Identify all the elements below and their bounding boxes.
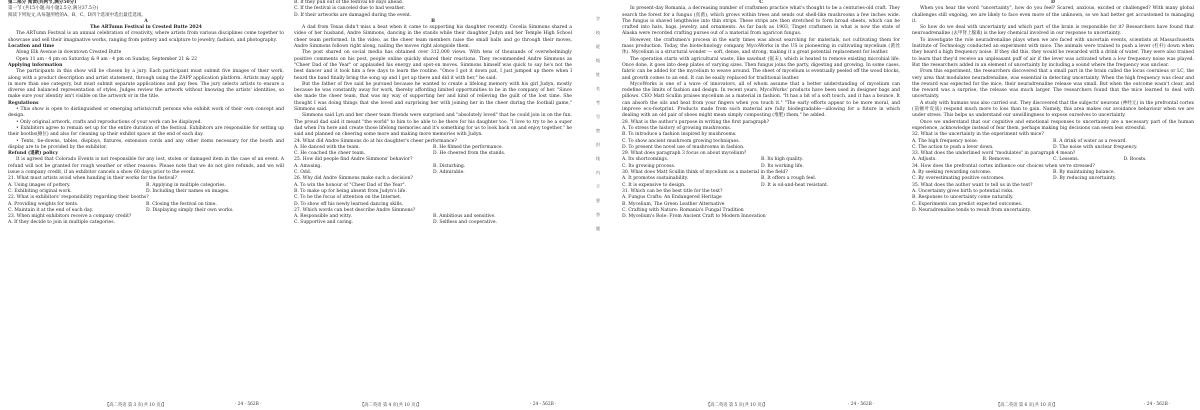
page-footer (105, 402, 166, 408)
paragraph: Simmons said Lyn and her cheer team friends were surprised and "absolutely loved" that he could join in on the fun. The proud dad said it meant "the world" to him to be able to be there for his daughter too. "I love to try to be a super dad when I'm here and create those lifelong memories and it's something for us to look back on and enjoy together," he said and planned on cheering some more and making more memories with Judyn. (294, 113, 572, 138)
option: A. Adjusts. (912, 157, 937, 163)
page-footer-code (530, 402, 556, 407)
paragraph: The participants in this show will be chosen by a jury. Each participant must submit five images of their work, along with a product description and artist statement, through using the ZAPP application platform. Artists may apply in more than one category, but must submit separate applications and pay fees. The jury selects artists to ensure a diverse and balanced representation of styles. Judges review the artwork without knowing the artists' identities, so make sure your identity isn't visible on the artwork or in the title. (8, 69, 284, 100)
left-sheet (0, 0, 578, 410)
question: 28. What is the author's purpose in writing the first paragraph? (622, 119, 770, 125)
paragraph: From this experiment, the researchers discovered that a small part in the brain called the locus coeruleus or LC, the very area that modulates neuradrenaline, was essential in detecting uncertainty. When the high frequency was clear and the reward was expected for the mice, their neuradrenaline release was small. But when the outcome wasn't clear, and the reward was a surprise, the release was much larger. The researchers found that the mice learned to deal with uncertainty. (912, 69, 1194, 100)
option: A. By seeking rewarding outcome. (912, 170, 992, 176)
footer-label: 【高二英语 第 4 页(共 10 页)】 (360, 403, 422, 408)
column-page-3 (8, 0, 284, 400)
option: C. Odd. (294, 170, 312, 176)
option: D. Including their names on images. (146, 188, 230, 194)
option: A. Fungus Crafts: An Endangered Heritage (622, 195, 722, 201)
footer-code: · 24 - 562B · (235, 402, 262, 407)
paragraph: When you hear the word "uncertainty", how do you feel? Scared, anxious, excited or challenged? With many global challenges still ongoing, we are likely to face even more of the unknown, so we had better get accustomed to managing it. (912, 6, 1194, 24)
paragraph: But the father of five said he pursued because he wanted to create a lifelong memory with his girl Judyn, mostly because he was constantly away for work, thereby affording limited opportunities to be in the company of her. "Since she made the cheer team, that was my way of supporting her and kind of relieving the guilt of the lost time. She thought I was doing things that she loved and surprising her with joining her in the cheer during the football game," Simmons said. (294, 81, 572, 113)
footer-code: · 24 - 562B · (1144, 402, 1171, 407)
option: C. He coached the cheer team. (294, 151, 366, 157)
paragraph: Open 11 am - 4 pm on Saturday & 9 am - 4 pm on Sunday, September 21 & 22 (16, 56, 198, 62)
instruction: 阅读下列短文,从每题所给的A、B、C、D四个选项中选出最佳选项。 (8, 12, 146, 18)
footer-label: 【高二英语 第 3 页(共 10 页)】 (105, 403, 167, 408)
option: C. To show ancient mushroom growing techniques. (622, 138, 740, 144)
option: D. To show off his newly learned dancing skills. (294, 201, 404, 207)
paragraph: MycoWorks is one of a wave of innovators, all of whom assume that a better understanding of mycelium can redefine the limits of fashion and design. In recent years, MycoWorks' products have been used in designer bags and pillows. CEO Matt Scullin praises mycelium as a material in fashion. "It has a bit of a soft touch, and it has a bounce. It can absorb the oils and heat from your fingers when you touch it." "The early efforts appear to be more moral, and improve eco-footprint. Products made from such material are fully biodegradable—allowing for a future in which dealing with an old pair of shoes might mean simply composting (堆肥) them," he added. (622, 81, 900, 119)
right-sheet (616, 0, 1200, 410)
column-page-4 (294, 0, 572, 400)
option: D. He cheered from the stands. (433, 151, 506, 157)
option: B. To make up for being absent from Judyn's life. (294, 188, 407, 194)
option: A. Amusing. (294, 163, 322, 169)
option: A. Uncertainty gives birth to potential risks. (912, 188, 1014, 194)
page-footer-code (1144, 402, 1170, 407)
page-footer (996, 402, 1057, 408)
question: 30. What does Matt Scullin think of mycelium as a material in the field? (622, 170, 788, 176)
option: A. Responsible and witty. (294, 214, 352, 220)
question: 31. Which can be the best title for the text? (622, 188, 723, 194)
question: 33. What does the underlined word "modulates" in paragraph 4 mean? (912, 151, 1076, 157)
paragraph: In present-day Romania, a decreasing number of craftsmen practice what's thought to be a centuries-old craft. They search the forest for a fungus (真菌), which grows within trees and sends out shell-like mushrooms a few inches wide. The fungus is shaved lengthwise into thin strips. These strips are then stretched to form broad sheets, which can be crafted into hats, bags, jewelry, and ornaments. As far back as 1903, Tinget craftsmen in what is now the state of Alaska were recorded crafting purses out of a material from agaricon fungus. (622, 6, 900, 37)
option: C. Experiments can predict expected outcomes. (912, 201, 1023, 207)
paragraph: It is agreed that Colorado Events is not responsible for any lost, stolen or damaged item in the case of an event. A refund will not be granted for rough weather or other reasons. Please note that we do not give refunds, and we will issue a company credit, if an exhibitor cancels a show 60 days prior to the event. (8, 157, 284, 176)
option: B. Ambitious and sensitive. (433, 214, 496, 220)
footer-label: 【高二英语 第 6 页(共 10 页)】 (996, 403, 1058, 408)
option: C. Crafting with Nature: Romania's Fungal Tradition (622, 207, 744, 213)
paragraph: • Only original artwork, crafts and reproductions of your work can be displayed. (16, 119, 202, 125)
option: D. Neuradrenaline tends to result from uncertainty. (912, 207, 1032, 213)
option: B. Removes. (982, 157, 1011, 163)
question: 32. What is the uncertainty in the experiment with mice? (912, 132, 1044, 138)
footer-code: · 24 - 562B · (848, 402, 875, 407)
page-footer (360, 402, 421, 408)
option-row (912, 157, 1194, 163)
option: C. To be the focus of attention on the Internet. (294, 195, 402, 201)
option-row (622, 183, 900, 189)
passage-letter: C (759, 0, 763, 5)
option: B. Applying in multiple categories. (146, 182, 226, 188)
paragraph: The operation starts with agricultural waste, like sawdust (锯末), which is heated to remove existing microbial life. Once done, it goes into deep plates of varying sizes. Then fungus joins the party, digesting and growing. In some cases, fabric can be added for the mycelium to weave around. The sheet of mycelium is eventually peeled off the wood blocks, and growth comes to an end. It can be easily replaced for traditional leather. (622, 56, 900, 81)
question: 25. How did people find Andre Simmons' behavior? (294, 157, 413, 163)
part-header: 第二部分 阅读(共两节,满分50分) (8, 0, 77, 5)
option: C. Its growing process. (622, 163, 676, 169)
question: 34. How does the prefrontal cortex influence our choices when we're stressed? (912, 163, 1095, 169)
option: C. Lessens. (1053, 157, 1079, 163)
question: 26. Why did Andre Simmons make such a decision? (294, 176, 413, 182)
option: C. Supportive and caring. (294, 220, 354, 226)
binding-margin-text: 学校 班级 姓名 考号 密封线内不要答题 (595, 16, 601, 231)
question: 23. When might exhibitors receive a company credit? (8, 214, 132, 220)
option: D. By reducing uncertainty. (1053, 176, 1117, 182)
option: D. Selfless and cooperative. (433, 220, 497, 226)
question: 24. What did Andre Simmons do at his daughter's cheer performance? (294, 138, 457, 144)
option: C. Maintain it at the end of each day. (8, 207, 94, 213)
paragraph: The post shared on social media has obtained over 312,000 views. With tens of thousands of overwhelmingly positive comments on his post, people online quickly shared their reactions. They recommended Andre Simmons as "Cheer Dad of the Year" or applauded his energy and spot-on moves. Simmons himself was quick to say he's not the best dancer and it took him a few days to learn the routine. "Once I got it down pat, I just jumped up there when I heard the band finally bring the song up and I got up there and did it with her," he said. (294, 50, 572, 81)
option: A. The high frequency noise. (912, 138, 979, 144)
paragraph: However, the craftsmen's process in the early times was about searching for materials, not cultivating them for mass production. Today, the biotechnology company MycoWorks in the US is pioneering in cultivating mycelium (菌丝体). Mycelium is a structural wonder — soft, dense, and strong, making it a great potential replacement for leather. (622, 37, 900, 56)
option: D. Boosts. (1123, 157, 1147, 163)
option: D. Admirable. (433, 170, 465, 176)
option: A. If they decide to join in multiple categories. (8, 220, 116, 226)
subheading: Regulations (8, 100, 39, 106)
option: A. Providing weights for tents. (8, 201, 79, 207)
option: B. Closing the festival on time. (146, 201, 217, 207)
option: A. He danced with the team. (294, 144, 360, 150)
option: C. Exhibiting original work. (8, 188, 72, 194)
section-header: 第一节 (共15小题;每小题2.5分,满分37.5分) (8, 6, 99, 12)
paragraph: A dad from Texas didn't miss a beat when it came to supporting his daughter recently. Cecelia Simmons shared a video of her husband, Andre Simmons, dancing in the stands while their daughter Judyn and her Temple High School cheer team performed. In the video, as the cheer team members raise the small balls and go through their moves, Andre Simmons follows right along, nailing the moves right alongside them. (294, 25, 572, 50)
subheading: Applying information (8, 62, 63, 68)
paragraph: So how do we deal with uncertainty and which part of the brain is responsible for it? Researchers have found that neuroadrenaline (去甲肾上腺素) is the key chemical involved in our response to uncertainty. (912, 25, 1194, 37)
page-footer (706, 402, 767, 408)
option: D. Its working life. (761, 163, 804, 169)
option: B. A drink of water as a reward. (1053, 138, 1127, 144)
option: C. It is expensive to design. (622, 182, 686, 188)
option: A. To win the honour of "Cheer Dad of the Year". (294, 182, 407, 188)
passage-letter: B (431, 18, 435, 24)
option: B. Responses to uncertainty come naturally. (912, 195, 1014, 201)
column-page-5 (622, 0, 900, 400)
option: B. Disturbing. (433, 163, 466, 169)
passage-title: The ARTumn Festival in Crested Butte 2024 (90, 25, 202, 31)
paragraph: • This show is open to distinguished or emerging artists/craft persons who exhibit work of their own concept and design. (8, 107, 284, 119)
option: D. The noise with unclear frequency. (1053, 144, 1138, 150)
option: B. By maintaining balance. (1053, 170, 1116, 176)
page-footer-code (235, 402, 261, 407)
paragraph: Along Elk Avenue in downtown Crested Butte (16, 50, 122, 56)
option: C. If the festival is canceled due to bad weather. (294, 6, 406, 12)
option: A. It promotes sustainability. (622, 176, 689, 182)
subheading: Refund (退款) policy (8, 151, 59, 157)
option: D. If their artworks are damaged during the event. (294, 12, 412, 18)
option: B. It offers a rough feel. (761, 176, 817, 182)
passage-letter: A (144, 18, 148, 24)
option: D. To present the novel use of mushrooms in fashion. (622, 144, 745, 150)
footer-code: · 24 - 562B · (530, 402, 557, 407)
question: 29. What does paragraph 3 focus on about mycelium? (622, 151, 747, 157)
page-footer-code (848, 402, 874, 407)
option: B. Mycelium, The Green Leather Alternative (622, 201, 725, 207)
paragraph: • Tents, tie-downs, tables, displays, fixtures, extension cords and any other items necessary for the booth and display are to be provided by the exhibitor. (8, 138, 284, 150)
question: 22. What is exhibitors' responsibility regarding their booths? (8, 195, 149, 201)
paragraph: The ARTumn Festival is an annual celebration of creativity, where artists from various disciplines come together to showcase and sell their imaginative works, ranging from pottery and sculpture to jewelry, fashion, and photography. (8, 31, 284, 43)
footer-label: 【高二英语 第 5 页(共 10 页)】 (706, 403, 768, 408)
option: C. By overestimating positive outcomes. (912, 176, 1005, 182)
option: C. The action to push a lever down. (912, 144, 994, 150)
option-row (912, 176, 1194, 182)
question: 27. Which words can best describe Andre Simmons? (294, 207, 416, 213)
option-row (294, 220, 572, 226)
question: 35. What does the author want to tell us in the text? (912, 182, 1033, 188)
option: D. Displaying simply their own works. (146, 207, 234, 213)
option: A. Its shortcomings. (622, 157, 669, 163)
column-page-6 (912, 0, 1194, 400)
subheading: Location and time (8, 44, 55, 50)
option: B. He filmed the performance. (433, 144, 504, 150)
option: B. Its high quality. (761, 157, 803, 163)
option: A. To stress the history of growing mushrooms. (622, 125, 732, 131)
paragraph: To investigate the role neuradrenaline plays when we are faced with uncertain events, scientists at Massachusetts Institute of Technology conducted an experiment with mice. The animals were trained to push a lever (杠杆) down when they heard a high frequency noise. If they did this, they would be rewarded with a drink of water. They were also trained to learn that they'd receive an unpleasant puff of air if the lever was activated when a low frequency noise was played. But the researchers added in an element of uncertainty by including a sound where the frequency was unclear. (912, 37, 1194, 68)
paragraph: • Exhibitors agree to remain set up for the entire duration of the festival. Exhibitors are responsible for setting up their booths(摊位) and also for cleaning up their exhibit space at the end of each day. (8, 125, 284, 138)
option: D. Mycelium's Role: From Ancient Craft to Modern Innovation (622, 214, 766, 220)
paragraph: A study with humans was also carried out. They discovered that the subjects' neurons (神经元) in the prefrontal cortex (前额叶皮质) respond much more to loss than to gain. Namely, this area makes our avoidance behaviour when we are under stress. This helps us understand our unwillingness to expose ourselves to uncertainty. (912, 100, 1194, 119)
passage-letter: D (1051, 0, 1055, 5)
option: D. It is oil-and-heat resistant. (761, 182, 829, 188)
option: B. To introduce a fashion inspired by mushrooms. (622, 132, 737, 138)
paragraph: Once we understand that our cognitive and emotional responses to uncertainty are a necessary part of the human experience, acknowledge instead of fear them, perhaps making big decisions can seem less stressful. (912, 119, 1194, 131)
question: 21. What must artists avoid when handing in their works for the festival? (8, 176, 177, 182)
option: A. Using images of pottery. (8, 182, 71, 188)
option: B. If they pull out of the festival 60 days ahead. (294, 0, 404, 5)
